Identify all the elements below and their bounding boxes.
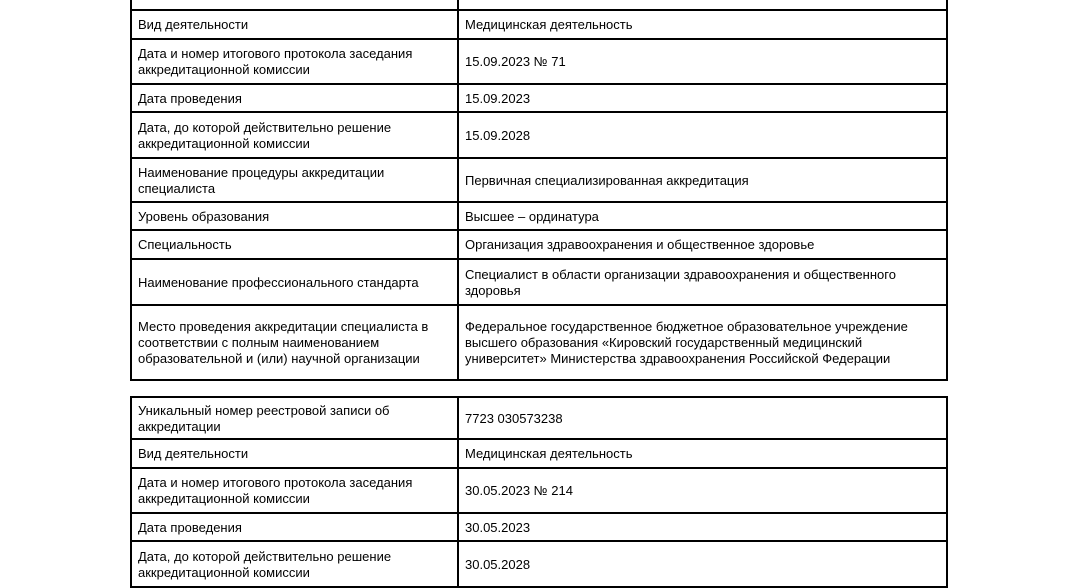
education-label: Уровень образования [131, 202, 458, 230]
protocol-value: 15.09.2023 № 71 [458, 39, 947, 84]
standard-value: Специалист в области организации здравоохранения и общественного здоровья [458, 259, 947, 305]
date-label: Дата проведения [131, 513, 458, 541]
table-row [131, 513, 947, 541]
activity-value: Медицинская деятельность [458, 439, 947, 468]
table-row [131, 305, 947, 380]
place-label: Место проведения аккредитации специалиста в соответствии с полным наименованием образовательной и (или) научной организации [131, 305, 458, 380]
protocol-label: Дата и номер итогового протокола заседания аккредитационной комиссии [131, 468, 458, 513]
date-value: 15.09.2023 [458, 84, 947, 112]
specialty-label: Специальность [131, 230, 458, 259]
activity-label: Вид деятельности [131, 10, 458, 39]
specialty-value: Организация здравоохранения и общественное здоровье [458, 230, 947, 259]
table-row [131, 397, 947, 439]
table-row-cut-off [131, 0, 947, 10]
table-row [131, 158, 947, 202]
accreditation-table-2 [130, 396, 948, 588]
valid-until-label: Дата, до которой действительно решение аккредитационной комиссии [131, 112, 458, 158]
protocol-label: Дата и номер итогового протокола заседания аккредитационной комиссии [131, 39, 458, 84]
table-row [131, 112, 947, 158]
activity-value: Медицинская деятельность [458, 10, 947, 39]
accreditation-table-1 [130, 0, 948, 381]
registry-number-label: Уникальный номер реестровой записи об аккредитации [131, 397, 458, 439]
activity-label: Вид деятельности [131, 439, 458, 468]
cut-off-cell-key [131, 0, 458, 10]
cut-off-cell-value [458, 0, 947, 10]
table-row [131, 259, 947, 305]
table-row [131, 84, 947, 112]
table-row [131, 468, 947, 513]
place-value: Федеральное государственное бюджетное образовательное учреждение высшего образования «Кировский государственный медицинский университет» Министерства здравоохранения Российской Федерации [458, 305, 947, 380]
procedure-value: Первичная специализированная аккредитация [458, 158, 947, 202]
date-value: 30.05.2023 [458, 513, 947, 541]
procedure-label: Наименование процедуры аккредитации специалиста [131, 158, 458, 202]
table-row [131, 439, 947, 468]
valid-until-value: 30.05.2028 [458, 541, 947, 587]
date-label: Дата проведения [131, 84, 458, 112]
table-row [131, 202, 947, 230]
protocol-value: 30.05.2023 № 214 [458, 468, 947, 513]
table-row [131, 10, 947, 39]
table-row [131, 39, 947, 84]
education-value: Высшее – ординатура [458, 202, 947, 230]
registry-number-value: 7723 030573238 [458, 397, 947, 439]
table-row [131, 541, 947, 587]
standard-label: Наименование профессионального стандарта [131, 259, 458, 305]
valid-until-value: 15.09.2028 [458, 112, 947, 158]
valid-until-label: Дата, до которой действительно решение аккредитационной комиссии [131, 541, 458, 587]
table-row [131, 230, 947, 259]
